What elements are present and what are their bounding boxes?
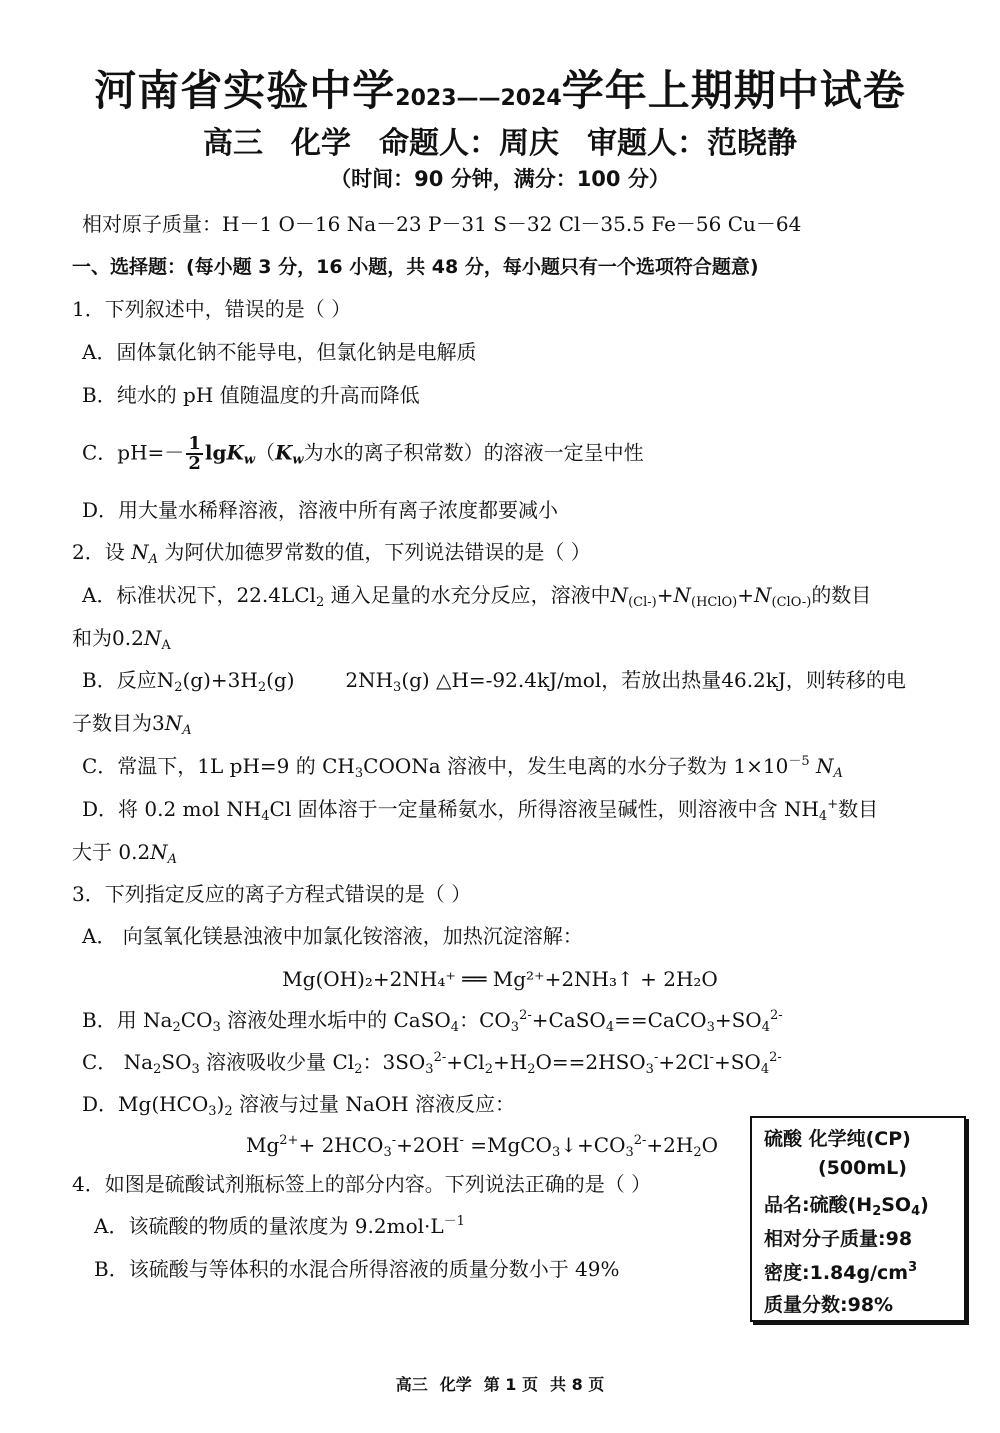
q3-b-e: +CaSO (531, 1008, 606, 1032)
q1-c-k2: K (275, 440, 293, 465)
q2-option-c: C．常温下，1L pH=9 的 $CH_3COONa$ 溶液中，发生电离的水分子数为 $1\times 10^{-5}$ $N_A$ (82, 754, 843, 781)
exam-subtitle (0, 118, 1000, 162)
label-line-3-a: 品名:硫酸(H (764, 1194, 873, 1216)
q2-a-part3: 的数目 (811, 583, 872, 607)
q1-c-k: K (226, 440, 244, 465)
title-term: 学年上期期中试卷 (561, 66, 906, 115)
q3-d-eq-d: =MgCO (463, 1133, 552, 1157)
q1-stem: 1．下列叙述中，错误的是（ ） (72, 297, 352, 321)
q3-b-f: ==CaCO (614, 1008, 707, 1032)
q1-c-rest: 为水的离子积常数）的溶液一定呈中性 (303, 440, 644, 465)
fraction-denominator: 2 (188, 453, 201, 474)
q3-option-d: D．$Mg(HCO_3)_2$ 溶液与过量 NaOH 溶液反应： (82, 1092, 515, 1119)
q3-c-c: 溶液吸收少量 Cl (199, 1050, 355, 1074)
q4-stem: 4．如图是硫酸试剂瓶标签上的部分内容。下列说法正确的是（ ） (72, 1172, 652, 1196)
q1-c-w2: w (292, 452, 304, 468)
q3-d-eq-b: + 2HCO (298, 1133, 384, 1157)
footer-subject: 化学 (439, 1375, 472, 1394)
q1-option-c (82, 435, 644, 473)
q3-d-eq-a: Mg (246, 1133, 280, 1157)
q3-c-d: ：3SO (362, 1050, 426, 1074)
q3-option-a: A． 向氢氧化镁悬浊液中加氯化铵溶液，加热沉淀溶解： (82, 924, 583, 948)
q3-c-f: +H (493, 1050, 528, 1074)
q2-stem (72, 538, 591, 566)
q1-option-b: B．纯水的 pH 值随温度的升高而降低 (82, 383, 420, 407)
q3-c-g: O==2HSO (535, 1050, 646, 1074)
grade-label: 高三 (203, 126, 263, 161)
q2-b-part4: (g) △H=-92.4kJ/mol，若放出热量46.2kJ，则转移的电 (401, 668, 906, 692)
q2-d-line2: 大于 0.2 (72, 840, 151, 864)
q3-b-g: +SO (714, 1008, 762, 1032)
q2-stem-a: A (148, 552, 158, 567)
q1-c-lg: lg (204, 440, 227, 465)
q3-d-eq-g: O (701, 1133, 719, 1157)
section-title: 一、选择题：(每小题 3 分，16 小题，共 48 分，每小题只有一个选项符合题意) (72, 256, 759, 278)
footer-page: 第 1 页 (483, 1375, 539, 1394)
author-label: 命题人：周庆 (379, 126, 559, 161)
label-line-3: 品名:硫酸$(H_2SO_4)$ (764, 1194, 929, 1219)
q2-stem-post: 为阿伏加德罗常数的值，下列说法错误的是（ ） (157, 540, 591, 564)
q2-b-part2: (g)+3H (182, 668, 258, 692)
q3-c-i: +SO (713, 1050, 761, 1074)
label-line-3-c: ) (920, 1194, 929, 1216)
q2-c-part2: COONa 溶液中，发生电离的水分子数为 1×10 (363, 754, 789, 778)
footer-total: 共 8 页 (550, 1375, 605, 1394)
q3-b-a: B．用 Na (82, 1008, 173, 1032)
q3-d-eq-f: +2H (646, 1133, 694, 1157)
label-line-5 (764, 1258, 917, 1285)
q2-a-part1: A．标准状况下，22.4LCl (82, 583, 316, 607)
q3-d-eq-c: +2OH (396, 1133, 460, 1157)
q2-option-b-cont: 子数目为$3N_A$ (72, 711, 192, 738)
label-line-1: 硫酸 化学纯(CP) (764, 1128, 911, 1150)
label-line-6: 质量分数:98% (764, 1294, 894, 1316)
footer-grade: 高三 (395, 1375, 428, 1394)
q3-c-b: SO (161, 1050, 192, 1074)
title-years: 2023——2024 (395, 86, 562, 111)
q3-b-b: CO (180, 1008, 213, 1032)
label-line-4: 相对分子质量:98 (764, 1228, 913, 1250)
q3-b-d: ：CO (459, 1008, 511, 1032)
q3-d-c: 溶液与过量 NaOH 溶液反应： (232, 1092, 515, 1116)
q4-option-b: B．该硫酸与等体积的水混合所得溶液的质量分数小于 49% (94, 1257, 620, 1281)
q1-option-d: D．用大量水稀释溶液，溶液中所有离子浓度都要减小 (82, 498, 559, 522)
title-school: 河南省实验中学 (94, 66, 396, 115)
q2-c-part1: C．常温下，1L pH=9 的 CH (82, 754, 355, 778)
q2-d-part2: Cl 固体溶于一定量稀氨水，所得溶液呈碱性，则溶液中含 NH (269, 797, 819, 821)
label-line-3-b: SO (881, 1194, 912, 1216)
q2-a-part2: 通入足量的水充分反应，溶液中 (324, 583, 611, 607)
q4-option-a (94, 1212, 465, 1240)
q3-d-b: ) (216, 1092, 225, 1116)
q1-c-paren: （ (255, 440, 276, 465)
page-footer (0, 1372, 1000, 1395)
fraction-numerator: 1 (188, 433, 201, 454)
q3-option-c: C． $Na_2SO_3$ 溶液吸收少量 $Cl_2$：$3SO_3^{2-}+Cl_2+H_2O==2HSO_3^-+2Cl^-+SO_4^{2-}$ (82, 1050, 782, 1077)
q4-a-text: A．该硫酸的物质的量浓度为 9.2mol·L (94, 1214, 444, 1238)
reviewer-label: 审题人：范晓静 (587, 126, 797, 161)
exam-title (0, 58, 1000, 118)
q4-a-exp: －1 (443, 1214, 465, 1229)
q2-stem-pre: 2．设 (72, 540, 132, 564)
q2-b-line2: 子数目为3 (72, 711, 165, 735)
half-fraction (186, 435, 203, 473)
q3-c-a: C． Na (82, 1050, 154, 1074)
q2-b-part3: (g) 2NH (266, 668, 394, 692)
q2-option-a-cont: 和为$0.2N_A$ (72, 626, 171, 653)
q2-b-part1: B．反应N (82, 668, 175, 692)
q3-stem: 3．下列指定反应的离子方程式错误的是（ ） (72, 882, 472, 906)
atomic-masses: 相对原子质量：H－1 O－16 Na－23 P－31 S－32 Cl－35.5 Fe－56 Cu－64 (82, 212, 802, 236)
q2-option-d-cont: 大于 $0.2N_A$ (72, 840, 178, 867)
q2-d-part1: D．将 0.2 mol NH (82, 797, 262, 821)
q3-c-e: +Cl (446, 1050, 485, 1074)
subject-label: 化学 (291, 126, 351, 161)
q2-option-d: D．将 0.2 mol $NH_4Cl$ 固体溶于一定量稀氨水，所得溶液呈碱性，则溶液中含 $NH_4^+$数目 (82, 797, 879, 824)
q1-c-prefix: C．pH=－ (82, 440, 185, 465)
q3-option-a-equation: Mg(OH)₂+2NH₄⁺ ══ Mg²⁺+2NH₃↑ + 2H₂O (282, 967, 718, 991)
time-info: （时间：90 分钟，满分：100 分） (330, 167, 670, 191)
q2-c-exp: －5 (788, 754, 810, 769)
q2-stem-n: N (131, 540, 149, 564)
q3-option-d-equation: $Mg^{2+}+ 2HCO_3^-+2OH^-$ $=MgCO_3↓+CO_3^{2-}+2H_2O$ (246, 1133, 719, 1160)
q2-option-b: B．反应$N_2(g)+3H_2(g)$ $2NH_3(g)$ △H=-92.4kJ/mol，若放出热量46.2kJ，则转移的电 (82, 668, 906, 695)
reagent-label (750, 1116, 966, 1322)
q1-c-w: w (243, 452, 256, 468)
label-line-5-exp: 3 (908, 1260, 918, 1275)
label-line-2: (500mL) (818, 1157, 907, 1179)
q3-d-a: D．Mg(HCO (82, 1092, 209, 1116)
q2-d-part3: 数目 (838, 797, 879, 821)
q3-d-eq-e: ↓+CO (560, 1133, 626, 1157)
q2-option-a: A．标准状况下，22.4LCl$_2$ 通入足量的水充分反应，溶液中$N_{(Cl-)}+N_{(HClO)}+N_{(ClO-)}$的数目 (82, 583, 872, 610)
q1-option-a: A．固体氯化钠不能导电，但氯化钠是电解质 (82, 340, 477, 364)
q3-c-h: +2Cl (658, 1050, 710, 1074)
label-line-5-a: 密度:1.84g/cm (764, 1262, 909, 1284)
q3-option-b: B．用 $Na_2CO_3$ 溶液处理水垢中的 CaSO$_4$：$CO_3^{2-}+CaSO_4==CaCO_3+SO_4^{2-}$ (82, 1008, 783, 1035)
q2-a-line2: 和为0.2 (72, 626, 144, 650)
q3-b-c: 溶液处理水垢中的 CaSO (220, 1008, 451, 1032)
